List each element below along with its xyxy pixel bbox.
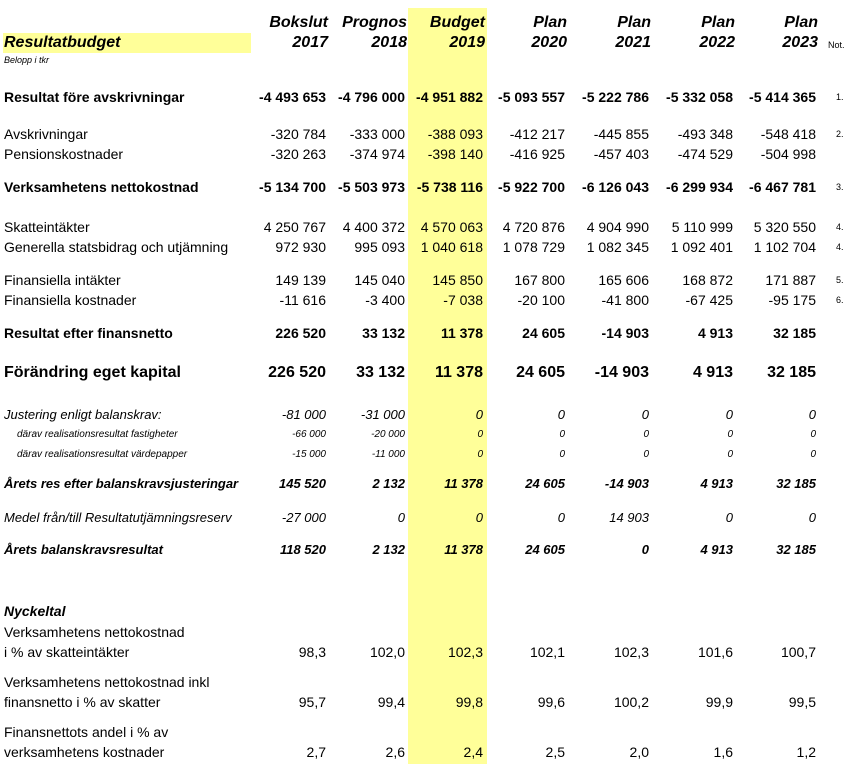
kpi-value: 2,0 [629, 744, 649, 760]
cell-value: -4 796 000 [338, 89, 405, 105]
cell-value: -31 000 [360, 407, 405, 422]
cell-value: -20 100 [517, 292, 565, 308]
cell-value: -11 000 [371, 449, 405, 460]
kpi-value: 102,3 [613, 644, 649, 660]
kpi-value: 99,8 [455, 694, 483, 710]
cell-value: 11 378 [434, 364, 483, 381]
cell-value: 0 [477, 449, 483, 460]
kpi-value: 1,2 [796, 744, 816, 760]
kpi-value: 98,3 [298, 644, 326, 660]
cell-value: -5 738 116 [416, 179, 483, 195]
kpi-value: 99,5 [788, 694, 816, 710]
cell-value: 0 [810, 429, 816, 440]
cell-value: -374 974 [349, 146, 405, 162]
cell-value: 168 872 [682, 272, 733, 288]
row-label: Pensionskostnader [4, 146, 124, 162]
cell-value: 4 913 [697, 325, 733, 341]
row-label: Resultat före avskrivningar [4, 89, 185, 105]
cell-value: 4 570 063 [420, 219, 483, 235]
cell-value: 0 [727, 449, 733, 460]
cell-value: -3 400 [365, 292, 405, 308]
cell-value: 118 520 [279, 542, 326, 557]
cell-value: -67 425 [685, 292, 733, 308]
cell-value: -398 140 [427, 146, 483, 162]
kpi-label-line2: finansnetto i % av skatter [4, 694, 161, 710]
cell-value: 11 378 [444, 476, 483, 491]
cell-value: -493 348 [677, 126, 733, 142]
cell-value: 149 139 [275, 272, 326, 288]
cell-value: 4 904 990 [586, 219, 649, 235]
cell-value: -81 000 [281, 407, 326, 422]
kpi-value: 102,0 [369, 644, 405, 660]
cell-value: 145 040 [354, 272, 405, 288]
cell-value: -14 903 [601, 325, 649, 341]
row-note: 6. [836, 295, 844, 305]
cell-value: 0 [808, 510, 816, 525]
cell-value: 11 378 [440, 325, 483, 341]
column-header-line1: Plan [533, 14, 567, 31]
cell-value: -333 000 [349, 126, 405, 142]
row-label: Finansiella intäkter [4, 272, 121, 288]
cell-value: 0 [641, 407, 649, 422]
cell-value: 0 [641, 542, 649, 557]
cell-value: 0 [810, 449, 816, 460]
cell-value: 4 400 372 [342, 219, 405, 235]
row-note: 2. [836, 129, 844, 139]
kpi-label-line2: i % av skatteintäkter [4, 644, 130, 660]
column-header-line2: 2018 [371, 34, 407, 51]
cell-value: 32 185 [776, 476, 816, 491]
column-header-line1: Bokslut [269, 14, 328, 31]
kpi-label-line2: verksamhetens kostnader [4, 744, 165, 760]
kpi-label-line1: Finansnettots andel i % av [4, 724, 169, 740]
cell-value: 0 [727, 429, 733, 440]
cell-value: 33 132 [362, 325, 405, 341]
row-note: 4. [836, 222, 844, 232]
kpi-value: 99,9 [705, 694, 733, 710]
cell-value: -20 000 [371, 429, 405, 440]
cell-value: -95 175 [768, 292, 816, 308]
column-header-line2: 2023 [782, 34, 818, 51]
cell-value: 33 132 [356, 364, 405, 381]
cell-value: -66 000 [292, 429, 326, 440]
cell-value: -474 529 [677, 146, 733, 162]
cell-value: -41 800 [601, 292, 649, 308]
cell-value: -457 403 [593, 146, 649, 162]
cell-value: 0 [475, 407, 483, 422]
row-label: Medel från/till Resultatutjämningsreserv [4, 510, 232, 525]
cell-value: 171 887 [765, 272, 816, 288]
kpi-value: 2,5 [545, 744, 565, 760]
cell-value: 2 132 [372, 542, 405, 557]
cell-value: 145 520 [279, 476, 326, 491]
cell-value: -6 467 781 [749, 179, 816, 195]
cell-value: -6 299 934 [666, 179, 733, 195]
row-label: Årets res efter balanskravsjusteringar [4, 476, 239, 491]
kpi-label-line1: Verksamhetens nettokostnad [4, 624, 185, 640]
cell-value: 4 913 [700, 542, 733, 557]
cell-value: 4 913 [700, 476, 733, 491]
cell-value: -5 414 365 [749, 89, 816, 105]
kpi-value: 100,2 [613, 694, 649, 710]
cell-value: 0 [557, 510, 565, 525]
cell-value: 5 110 999 [671, 219, 733, 235]
cell-value: 0 [397, 510, 405, 525]
cell-value: -4 951 882 [416, 89, 483, 105]
row-label: Skatteintäkter [4, 219, 90, 235]
row-note: 5. [836, 275, 844, 285]
cell-value: -416 925 [509, 146, 565, 162]
cell-value: 1 102 704 [753, 239, 816, 255]
cell-value: 32 185 [767, 364, 816, 381]
cell-value: 972 930 [275, 239, 326, 255]
cell-value: -5 922 700 [498, 179, 565, 195]
cell-value: 24 605 [522, 325, 565, 341]
cell-value: 165 606 [598, 272, 649, 288]
cell-value: -388 093 [427, 126, 483, 142]
cell-value: 0 [725, 510, 733, 525]
cell-value: -412 217 [509, 126, 565, 142]
row-label: Avskrivningar [4, 126, 88, 142]
column-header-line2: 2021 [615, 34, 651, 51]
cell-value: 32 185 [776, 542, 816, 557]
column-header-line2: 2019 [449, 34, 485, 51]
kpi-value: 102,3 [447, 644, 483, 660]
column-header-line1: Plan [617, 14, 651, 31]
cell-value: -5 503 973 [338, 179, 405, 195]
cell-value: -504 998 [760, 146, 816, 162]
row-label: därav realisationsresultat fastigheter [17, 429, 178, 440]
row-label: Verksamhetens nettokostnad [4, 179, 199, 195]
cell-value: 995 093 [354, 239, 405, 255]
row-note: 1. [836, 92, 844, 102]
cell-value: 5 320 550 [753, 219, 816, 235]
kpi-value: 2,7 [306, 744, 326, 760]
cell-value: -548 418 [760, 126, 816, 142]
cell-value: 145 850 [432, 272, 483, 288]
cell-value: -5 332 058 [666, 89, 733, 105]
cell-value: 0 [557, 407, 565, 422]
cell-value: 167 800 [514, 272, 565, 288]
cell-value: 1 082 345 [586, 239, 649, 255]
cell-value: -6 126 043 [582, 179, 649, 195]
kpi-value: 2,4 [463, 744, 483, 760]
cell-value: 14 903 [609, 510, 649, 525]
column-header-line1: Plan [784, 14, 818, 31]
row-label: Förändring eget kapital [4, 364, 181, 381]
cell-value: -15 000 [292, 449, 326, 460]
cell-value: -27 000 [281, 510, 326, 525]
cell-value: 0 [643, 429, 649, 440]
kpi-value: 99,6 [537, 694, 565, 710]
cell-value: -14 903 [594, 364, 649, 381]
kpi-value: 101,6 [697, 644, 733, 660]
cell-value: 226 520 [275, 325, 326, 341]
cell-value: 4 913 [692, 364, 733, 381]
column-header-line1: Plan [701, 14, 735, 31]
page-title: Resultatbudget [4, 34, 121, 51]
cell-value: 11 378 [444, 542, 483, 557]
kpi-label-line1: Verksamhetens nettokostnad inkl [4, 674, 210, 690]
kpi-value: 1,6 [713, 744, 733, 760]
cell-value: -445 855 [593, 126, 649, 142]
kpi-value: 100,7 [780, 644, 816, 660]
column-header-line2: 2017 [292, 34, 328, 51]
cell-value: 4 250 767 [263, 219, 326, 235]
column-header-line2: 2020 [531, 34, 567, 51]
nyckeltal-heading: Nyckeltal [4, 603, 66, 619]
cell-value: 24 605 [516, 364, 565, 381]
cell-value: 24 605 [525, 542, 565, 557]
row-label: Justering enligt balanskrav: [4, 407, 162, 422]
cell-value: -14 903 [604, 476, 649, 491]
cell-value: 226 520 [268, 364, 326, 381]
kpi-value: 2,6 [385, 744, 405, 760]
cell-value: 0 [559, 429, 565, 440]
cell-value: -11 616 [279, 292, 326, 308]
row-label: Generella statsbidrag och utjämning [4, 239, 229, 255]
row-label: Finansiella kostnader [4, 292, 137, 308]
row-label: därav realisationsresultat värdepapper [17, 449, 188, 460]
cell-value: 2 132 [372, 476, 405, 491]
cell-value: 1 078 729 [502, 239, 565, 255]
kpi-value: 102,1 [529, 644, 565, 660]
cell-value: -7 038 [443, 292, 483, 308]
cell-value: 1 040 618 [420, 239, 483, 255]
cell-value: -4 493 653 [259, 89, 326, 105]
cell-value: 0 [475, 510, 483, 525]
row-label: Resultat efter finansnetto [4, 325, 173, 341]
cell-value: -5 093 557 [498, 89, 565, 105]
page-subtitle: Belopp i tkr [4, 55, 50, 65]
cell-value: 24 605 [525, 476, 565, 491]
cell-value: 0 [725, 407, 733, 422]
cell-value: 0 [477, 429, 483, 440]
kpi-value: 99,4 [377, 694, 405, 710]
cell-value: 0 [559, 449, 565, 460]
cell-value: -320 784 [270, 126, 326, 142]
cell-value: 4 720 876 [502, 219, 565, 235]
cell-value: 32 185 [773, 325, 816, 341]
cell-value: -320 263 [270, 146, 326, 162]
row-note: 4. [836, 242, 844, 252]
cell-value: -5 222 786 [582, 89, 649, 105]
cell-value: 0 [643, 449, 649, 460]
kpi-value: 95,7 [298, 694, 326, 710]
row-label: Årets balanskravsresultat [4, 542, 163, 557]
cell-value: 1 092 401 [670, 239, 733, 255]
column-header-line1: Budget [429, 14, 485, 31]
column-header-line1: Prognos [342, 14, 407, 31]
column-header-line2: 2022 [699, 34, 735, 51]
cell-value: 0 [808, 407, 816, 422]
row-note: 3. [836, 182, 844, 192]
cell-value: -5 134 700 [259, 179, 326, 195]
notes-header: Not. [828, 40, 845, 50]
